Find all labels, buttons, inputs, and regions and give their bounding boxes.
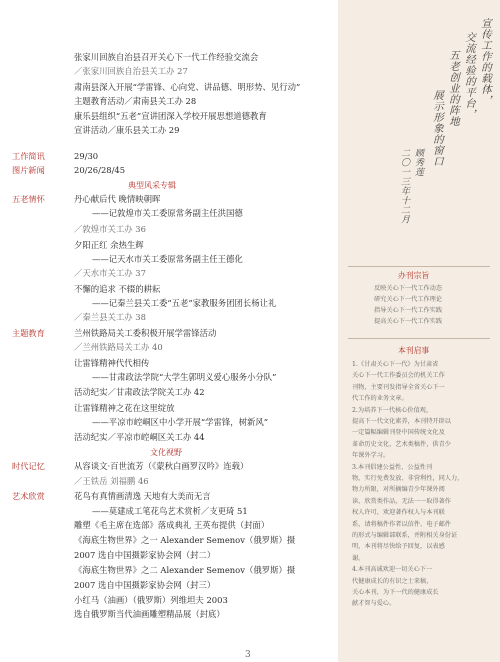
notice-line: 系，请将稿件作者以信件、电子邮件 xyxy=(352,520,451,528)
toc-category: 五老情怀 xyxy=(12,194,45,204)
notice-line: 提高下一代文化素养，本刊特开辟以 xyxy=(352,418,451,425)
toc-entry: 《海底生物世界》之一 Alexander Semenov（俄罗斯）摄 xyxy=(74,535,296,545)
notice-title: 本刊启事 xyxy=(398,346,430,355)
notice-line: 1.《甘肃关心下一代》为甘肃省 xyxy=(352,361,439,368)
toc-entry: ——莫建成工笔花鸟艺术赏析／支更琦 51 xyxy=(92,506,248,516)
toc-entry: ——记秦兰县关工委“五老”家教服务团团长杨让礼 xyxy=(92,298,277,308)
notice-line: 2.为培养下一代核心价值观， xyxy=(352,406,433,414)
calligraphy-column: 五老创业的阵地 xyxy=(448,50,460,127)
toc-entry: 活动纪实／甘肃政法学院关工办 42 xyxy=(74,387,205,397)
toc-entry: ／秦兰县关工办 38 xyxy=(74,312,146,322)
page-number: 3 xyxy=(245,650,251,660)
notice-line: 权人许可，欢迎著作权人与本刊联 xyxy=(352,509,445,517)
notice-line: 关心本刊，为下一代的健康成长 xyxy=(352,589,439,596)
calligraphy-signature: 顾秀莲 xyxy=(413,148,423,177)
divider xyxy=(348,338,490,339)
toc-entry: ／敦煌市关工办 36 xyxy=(74,224,146,234)
toc-entry: 不懈的追求 不辍的耕耘 xyxy=(74,284,161,294)
notice-line: 一定篇幅编辑刊登中国传统文化及 xyxy=(352,429,445,437)
notice-line: 年课外学习。 xyxy=(352,452,390,460)
toc-section-heading: 典型风采专辑 xyxy=(128,181,176,190)
toc-entry: ／兰州铁路局关工办 40 xyxy=(74,342,163,352)
calligraphy-column: 二〇一三年十二月 xyxy=(399,148,409,224)
notice-line: 物，实行免费发放、非营利性，同人力， xyxy=(352,475,464,482)
toc-category: 时代记忆 xyxy=(12,461,45,471)
notice-line: 谢。 xyxy=(352,554,365,562)
toc-entry: ——甘肃政法学院“大学生郭明义爱心服务小分队” xyxy=(92,372,277,382)
toc-entry: 2007 选自中国摄影家协会网（封三） xyxy=(74,580,216,590)
toc-entry: 选自俄罗斯当代油画雕塑精品展（封底） xyxy=(74,609,225,619)
toc-entry: 让雷锋精神代代相传 xyxy=(74,358,150,368)
notice-line: 3.本刊倡建公益性、公益性刊 xyxy=(352,463,433,471)
notice-line: 代健康成长的有识之士来稿， xyxy=(352,577,433,585)
toc-entry: 2007 选自中国摄影家协会网（封二） xyxy=(74,550,216,560)
mission-line: 反映关心下一代工作动态 xyxy=(374,285,443,292)
toc-category: 主题教育 xyxy=(12,328,45,338)
toc-entry: 肃南县深入开展“学雷锋、心向党、讲品德、明形势、见行动” xyxy=(74,82,301,92)
toc-entry: 《海底生物世界》之二 Alexander Semenov（俄罗斯）摄 xyxy=(74,565,296,575)
toc-entry: 让雷锋精神之花在这里绽放 xyxy=(74,403,175,413)
toc-entry: 夕阳正红 余热生辉 xyxy=(74,240,144,250)
mission-line: 指导关心下一代工作实践 xyxy=(374,307,443,314)
toc-entry: 丹心献后代 晚情映朝晖 xyxy=(74,194,161,204)
toc-entry: 主题教育活动／肃南县关工办 28 xyxy=(74,96,197,106)
toc-entry: ／张家川回族自治县关工办 27 xyxy=(74,66,188,76)
toc-entry: 雕塑《毛主席在选部》落成典礼 王英布提供（封面） xyxy=(74,520,270,530)
toc-entry: ——平凉市崆峒区中小学开展“学雷锋，树新风” xyxy=(92,417,269,427)
divider xyxy=(348,266,490,267)
toc-section-heading: 文化视野 xyxy=(150,448,182,457)
toc-entry: 29/30 xyxy=(74,151,99,161)
toc-entry: ／王铁岳 刘福鹏 46 xyxy=(74,476,149,486)
notice-line: 读、欣赏类作品，无法一一取得著作 xyxy=(352,497,451,505)
notice-line: 革命历史文化，艺术类稿件，供青少 xyxy=(352,440,451,448)
toc-entry: 宣讲活动／康乐县关工办 29 xyxy=(74,125,180,135)
toc-entry: 从容谈文·百世流芳（《蒙秋白画罗汉吟》连载） xyxy=(74,461,249,471)
toc-category: 工作简讯 xyxy=(12,151,45,161)
notice-line: 代工作的业务文章。 xyxy=(352,395,408,403)
notice-line: 献才智与爱心。 xyxy=(352,600,396,608)
toc-entry: ——记敦煌市关工委原常务副主任洪国德 xyxy=(92,208,243,218)
calligraphy-column: 宣传工作的载体， xyxy=(480,18,492,106)
toc-entry: 小红马（油画）（俄罗斯）列维坦夫 2003 xyxy=(74,595,228,605)
notice-line: 明，本刊将尽快给予回复，以表感 xyxy=(352,543,445,551)
calligraphy-column: 展示形象的窗口 xyxy=(432,90,444,167)
notice-line: 物力所限，对所摘编青少年课外阅 xyxy=(352,486,445,494)
notice-line: 关心下一代工作委员会的机关工作 xyxy=(352,372,445,380)
notice-line: 刊物，主要刊发指导全省关心下一 xyxy=(352,383,445,391)
mission-line: 研究关心下一代工作理论 xyxy=(374,296,443,303)
toc-category: 图片新闻 xyxy=(12,165,45,175)
toc-entry: 张家川回族自治县召开关心下一代工作经验交流会 xyxy=(74,52,259,62)
toc-entry: 花鸟有真情画清逸 天地有大美而无言 xyxy=(74,491,211,501)
toc-entry: ——记天水市关工委原常务副主任王德化 xyxy=(92,254,243,264)
toc-entry: ／天水市关工办 37 xyxy=(74,268,146,278)
notice-line: 的形式与编辑部联系，并附相关身份证 xyxy=(352,532,458,539)
calligraphy-column: 交流经验的平台， xyxy=(464,32,476,120)
sidebar-panel xyxy=(338,0,500,662)
toc-entry: 兰州铁路局关工委积极开展学雷锋活动 xyxy=(74,328,217,338)
toc-entry: 20/26/28/45 xyxy=(74,165,126,175)
toc-category: 艺术欣赏 xyxy=(12,491,45,501)
notice-line: 4.本刊高诚欢迎一切关心下一 xyxy=(352,566,433,574)
mission-title: 办刊宗旨 xyxy=(398,271,430,280)
toc-entry: 康乐县组织“五老”宣讲团深入学校开展思想道德教育 xyxy=(74,111,267,121)
toc-entry: 活动纪实／平凉市崆峒区关工办 44 xyxy=(74,432,205,442)
mission-line: 提高关心下一代工作实践 xyxy=(374,318,443,325)
